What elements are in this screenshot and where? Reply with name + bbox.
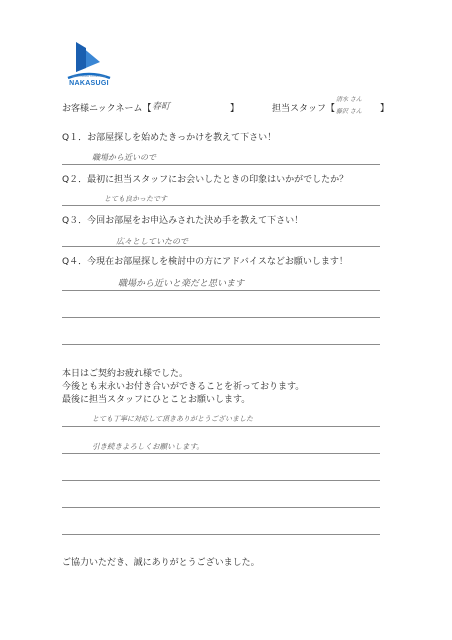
answer-line-4a [62,290,380,291]
message-line-5 [62,534,380,535]
message-line-3 [62,480,380,481]
answer-line-4b [62,317,380,318]
answer-3: 広々としていたので [116,237,188,246]
staff-message-1: とても丁寧に対応して頂きありがとうございました [92,415,253,423]
answer-line-2 [62,205,380,206]
logo-tagline: Real Estate Consulting [72,74,106,78]
customer-close-bracket: 】 [230,104,240,114]
staff-label: 担当スタッフ【 [272,104,336,114]
logo-brand: NAKASUGI [69,80,109,87]
customer-value: 春町 [152,102,171,112]
question-3: Q３．今回お部屋をお申込みされた決め手を教えて下さい！ [62,216,304,226]
answer-line-1 [62,164,380,165]
footer-thanks: ご協力いただき、誠にありがとうございました。 [62,558,260,568]
staff-value-1: 清水 さん [336,96,362,103]
question-1: Q１．お部屋探しを始めたきっかけを教えて下さい！ [62,133,277,143]
answer-2: とても良かったです [104,195,167,203]
staff-close-bracket: 】 [380,104,390,114]
question-4: Q４．今現在お部屋探しを検討中の方にアドバイスなどお願いします！ [62,257,348,267]
answer-line-3 [62,246,380,247]
closing-line-2: 今後とも末永いお付き合いができることを祈っております。 [62,382,305,392]
staff-value-2: 藤沢 さん [336,108,362,115]
customer-label: お客様ニックネーム【 [62,104,152,114]
answer-1: 職場から近いので [92,153,156,162]
message-line-1 [62,426,380,427]
answer-4: 職場から近いと楽だと思います [118,279,245,289]
message-line-4 [62,507,380,508]
message-line-2 [62,453,380,454]
closing-line-3: 最後に担当スタッフにひとことお願いします。 [62,395,251,405]
staff-message-2: 引き続きよろしくお願いします。 [92,442,204,451]
closing-line-1: 本日はご契約お疲れ様でした。 [62,369,189,379]
answer-line-4c [62,344,380,345]
question-2: Q２．最初に担当スタッフにお会いしたときの印象はいかがでしたか？ [62,175,349,185]
